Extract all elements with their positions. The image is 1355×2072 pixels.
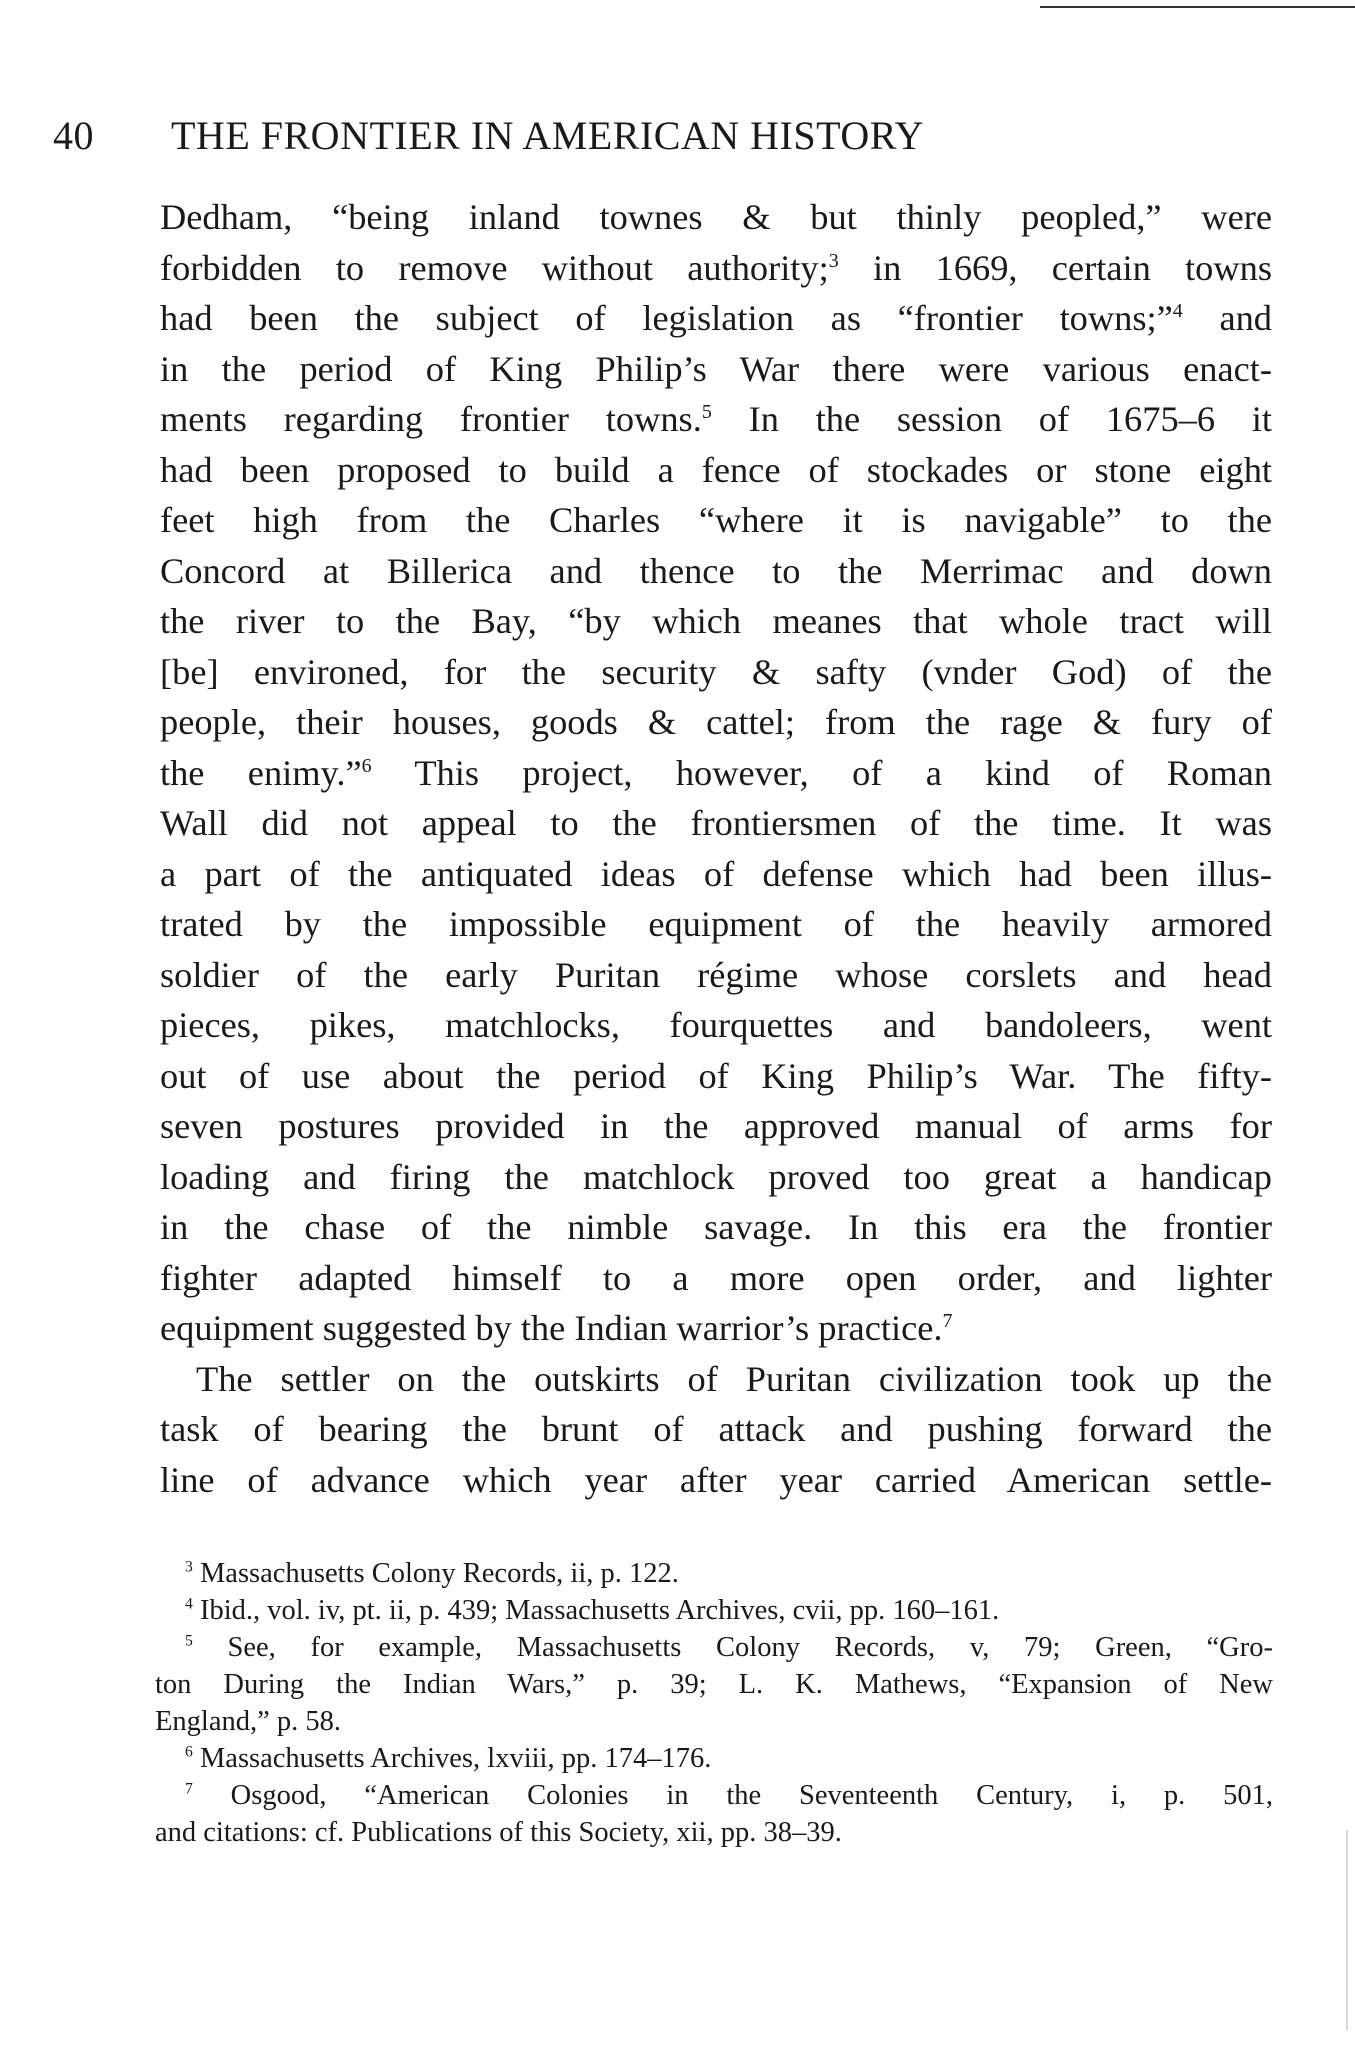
text-line [160, 798, 1272, 849]
footnote [155, 1629, 1273, 1740]
text-line [160, 1202, 1272, 1253]
line-text: [be] environed, for the security & safty (vnder God) of the [160, 651, 1272, 692]
line-text: pieces, pikes, matchlocks, fourquettes and bandoleers, went [160, 1005, 1272, 1045]
line-text: fighter adapted himself to a more open order, and lighter [160, 1257, 1272, 1298]
text-line [160, 445, 1272, 496]
line-text: equipment suggested by the Indian warrior’s practice. [160, 1308, 943, 1348]
line-text: This project, however, of a kind of Roman [371, 752, 1272, 793]
footnote-line [155, 1629, 1273, 1666]
footnote-text: and citations: cf. Publications of this Society, xii, pp. 38–39. [155, 1817, 842, 1848]
line-text: in the period of King Philip’s War there were various enact- [160, 348, 1272, 389]
line-text: the river to the Bay, “by which meanes that whole tract will [160, 601, 1272, 641]
footnote [155, 1740, 1273, 1777]
text-line [160, 192, 1272, 243]
scan-edge-artifact [1346, 1830, 1348, 2030]
line-text: In the session of 1675–6 it [711, 399, 1273, 439]
footnote-text: Osgood, “American Colonies in the Seventeenth Century, i, p. 501, [192, 1780, 1273, 1811]
line-text: trated by the impossible equipment of the heavily armored [160, 904, 1272, 944]
footnote-number: 6 [185, 1743, 193, 1761]
line-text: had been the subject of legislation as “frontier towns;” [160, 298, 1173, 338]
text-line [160, 697, 1272, 748]
footnote-line [155, 1777, 1273, 1814]
text-line [160, 1253, 1272, 1304]
footnote-ref: 4 [1172, 299, 1183, 322]
text-line [160, 1404, 1272, 1455]
line-text: soldier of the early Puritan régime whose corslets and head [160, 954, 1272, 995]
footnote-number: 4 [185, 1595, 193, 1613]
line-text: line of advance which year after year carried American settle- [160, 1459, 1272, 1500]
text-line [160, 394, 1272, 445]
line-text: forbidden to remove without authority; [160, 247, 829, 288]
top-edge-rule [1040, 6, 1355, 8]
footnote-text: England,” p. 58. [155, 1706, 342, 1737]
text-line [160, 1303, 1272, 1354]
footnote-ref: 7 [942, 1309, 953, 1332]
footnote-number: 7 [185, 1780, 193, 1798]
line-text: The settler on the outskirts of Puritan civilization took up the [196, 1358, 1272, 1399]
running-title: THE FRONTIER IN AMERICAN HISTORY [171, 113, 925, 158]
text-line [160, 293, 1272, 344]
text-line [160, 596, 1272, 647]
text-line [160, 243, 1272, 294]
text-line [160, 1051, 1272, 1102]
line-text: ments regarding frontier towns. [160, 399, 702, 439]
text-line [160, 344, 1272, 395]
text-line [160, 899, 1272, 950]
footnote-ref: 5 [701, 400, 712, 423]
footnote [155, 1555, 1273, 1592]
footnote-text: Massachusetts Archives, lxviii, pp. 174–176. [192, 1743, 712, 1774]
line-text: out of use about the period of King Philip’s War. The fifty- [160, 1055, 1272, 1096]
footnote-text: See, for example, Massachusetts Colony Records, v, 79; Green, “Gro- [192, 1632, 1273, 1663]
footnotes [155, 1555, 1273, 1851]
text-line [160, 1354, 1272, 1405]
footnote-ref: 6 [361, 754, 372, 777]
footnote-line [155, 1703, 1273, 1740]
footnote-number: 3 [185, 1558, 193, 1576]
footnote-line [155, 1814, 1273, 1851]
text-line [160, 546, 1272, 597]
line-text: had been proposed to build a fence of stockades or stone eight [160, 449, 1272, 490]
line-text: and [1182, 298, 1273, 338]
footnote-text: ton During the Indian Wars,” p. 39; L. K. Mathews, “Expansion of New [155, 1669, 1273, 1700]
text-line [160, 849, 1272, 900]
text-line [160, 950, 1272, 1001]
line-text: the enimy.” [160, 752, 362, 793]
text-line [160, 1455, 1272, 1506]
footnote-line [155, 1666, 1273, 1703]
text-line [160, 647, 1272, 698]
line-text: a part of the antiquated ideas of defense which had been illus- [160, 853, 1272, 894]
text-line [160, 1000, 1272, 1051]
text-line [160, 748, 1272, 799]
line-text: Concord at Billerica and thence to the Merrimac and down [160, 550, 1272, 591]
footnote-text: Ibid., vol. iv, pt. ii, p. 439; Massachusetts Archives, cvii, pp. 160–161. [192, 1595, 1000, 1626]
body-text [160, 192, 1272, 1505]
footnote-number: 5 [185, 1632, 193, 1650]
line-text: Wall did not appeal to the frontiersmen of the time. It was [160, 803, 1272, 843]
footnote-line [155, 1592, 1273, 1629]
text-line [160, 495, 1272, 546]
page-header [53, 112, 924, 172]
line-text: loading and firing the matchlock proved too great a handicap [160, 1156, 1272, 1197]
text-line [160, 1101, 1272, 1152]
footnote [155, 1777, 1273, 1851]
page-number: 40 [53, 113, 94, 158]
line-text: people, their houses, goods & cattel; from the rage & fury of [160, 702, 1272, 742]
footnote-ref: 3 [828, 249, 839, 272]
line-text: in the chase of the nimble savage. In this era the frontier [160, 1207, 1272, 1247]
footnote-line [155, 1555, 1273, 1592]
footnote-line [155, 1740, 1273, 1777]
footnote [155, 1592, 1273, 1629]
line-text: seven postures provided in the approved manual of arms for [160, 1106, 1272, 1146]
line-text: task of bearing the brunt of attack and pushing forward the [160, 1409, 1272, 1449]
line-text: in 1669, certain towns [838, 247, 1273, 288]
line-text: Dedham, “being inland townes & but thinly peopled,” were [160, 197, 1272, 237]
line-text: feet high from the Charles “where it is navigable” to the [160, 500, 1272, 540]
footnote-text: Massachusetts Colony Records, ii, p. 122. [192, 1558, 679, 1589]
text-line [160, 1152, 1272, 1203]
